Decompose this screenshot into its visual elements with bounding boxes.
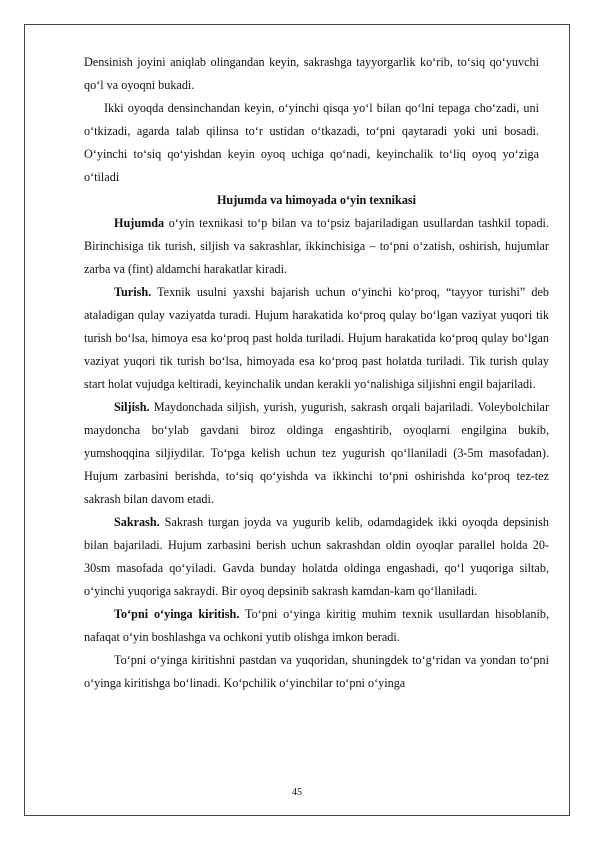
term-jump: Sakrash. [114,515,160,529]
paragraph-movement-text: Maydonchada siljish, yurish, yugurish, sakrash orqali bajariladi. Voleybolchilar maydoncha bo‘ylab gavdani biroz oldinga engashtirib, oyoqlarni engilgina bukib, yumshoqqina siljiydilar. To‘pga kelish uchun tez yugurish qo‘llaniladi (3-5m masofadan). Hujum zarbasini berishda, to‘siq qo‘yishda va ikkinchi to‘pni oshirishda ko‘proq tez-tez sakrash bilan davom etadi. [84,400,549,506]
paragraph-landing: Ikki oyoqda densinchandan keyin, o‘yinchi qisqa yo‘l bilan qo‘lni tepaga cho‘zadi, uni o‘tkizadi, agarda talab qilinsa to‘r ustidan o‘tkazadi, to‘pni qaytaradi yoki uni bosadi. O‘yinchi to‘siq qo‘yishdan keyin oyoq uchiga qo‘nadi, keyinchalik to‘liq oyoq yo‘ziga o‘tiladi [84,101,539,184]
paragraph-attack [84,212,549,281]
term-serve: To‘pni o‘yinga kiritish. [114,607,240,621]
paragraph-attack-text: o‘yin texnikasi to‘p bilan va to‘psiz bajariladigan usullardan tashkil topadi. Birinchisiga tik turish, siljish va sakrashlar, ikkinchisiga – to‘pni o‘zatish, oshirish, hujumlar zarba va (fint) aldamchi harakatlar kiradi. [84,216,549,276]
page-number: 45 [292,787,302,798]
paragraph-stance-text: Texnik usulni yaxshi bajarish uchun o‘yinchi ko‘proq, “tayyor turishi” deb ataladigan qulay vaziyatda turadi. Hujum harakatida ko‘proq qulay bo‘lgan vaziyat yuqori tik turish bo‘lsa, himoya esa ko‘proq past holda turiladi. Hujum harakatida ko‘proq qulay bo‘lgan vaziyat yuqori tik turish bo‘lsa, himoyada esa ko‘proq past holatda turiladi. Tik turish qulay start holat vujudga keltiradi, keyinchalik undan kerakli yo‘nalishiga siljishni engil bajariladi. [84,285,549,391]
term-movement: Siljish. [114,400,150,414]
paragraph-jump [84,511,549,603]
paragraph-serve-text: To‘pni o‘yinga kiritig muhim texnik usullardan hisoblanib, nafaqat o‘yin boshlashga va ochkoni yutib olishga imkon beradi. [84,607,549,644]
paragraph-movement [84,396,549,511]
paragraph-stance [84,281,549,396]
term-stance: Turish. [114,285,152,299]
document-body [84,51,549,695]
page-frame [24,24,570,816]
paragraph-intro: Densinish joyini aniqlab olingandan keyin, sakrashga tayyorgarlik ko‘rib, to‘siq qo‘yuvchi qo‘l va oyoqni bukadi. [84,55,539,92]
paragraph-serve [84,603,549,649]
paragraph-serve-types: To‘pni o‘yinga kiritishni pastdan va yuqoridan, shuningdek to‘g‘ridan va yondan to‘pni o‘yinga kiritishga bo‘linadi. Ko‘pchilik o‘yinchilar to‘pni o‘yinga [84,653,549,690]
section-heading: Hujumda va himoyada o‘yin texnikasi [216,193,417,207]
term-attack: Hujumda [114,216,165,230]
paragraph-jump-text: Sakrash turgan joyda va yugurib kelib, odamdagidek ikki oyoqda depsinish bilan bajariladi. Hujum zarbasini berish uchun sakrashdan oldin oyoqlar parallel holda 20-30sm masofada qo‘yiladi. Gavda bunday holatda oldinga engashadi, qo‘l yuqoriga siltab, o‘yinchi yuqoriga sakraydi. Bir oyoq depsinib sakrash kamdan-kam qo‘llaniladi. [84,515,549,598]
